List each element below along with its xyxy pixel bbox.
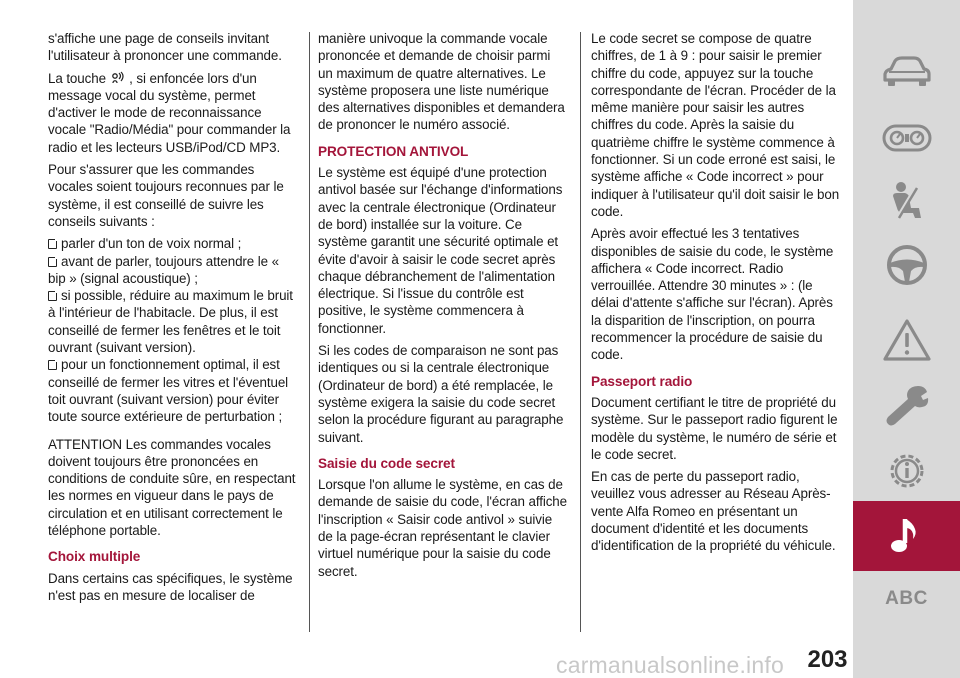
- paragraph: Le système est équipé d'une protection antivol basée sur l'échange d'informations avec la centrale électronique (Ordinateur de bord) installée sur la voiture. Ce système garantit une sécurité optimale et évite d'avoir à saisir le code secret après chaque débranchement de l'alimentation électrique. Si l'issue du contrôle est positive, le système commencera à fonctionner.: [318, 165, 563, 336]
- steering-wheel-icon: [879, 242, 935, 288]
- music-note-icon: [879, 513, 935, 559]
- section-heading: Choix multiple: [48, 549, 141, 565]
- chapter-sidebar: [853, 0, 960, 678]
- paragraph: Si les codes de comparaison ne sont pas identiques ou si la centrale électronique (Ordinateur de bord) a été remplacée, le système exigera la saisie du code secret selon la procédure figurant au paragraphe suivant.: [318, 343, 564, 445]
- text-column-1: [48, 30, 298, 609]
- seat-belt-icon: [879, 178, 935, 224]
- paragraph: Lorsque l'on allume le système, en cas de demande de saisie du code, l'écran affiche l'inscription « Saisir code antivol » suivie de la page-écran représentant le clavier virtuel numérique pour la saisie du code secret.: [318, 477, 567, 579]
- paragraph: Dans certains cas spécifiques, le système n'est pas en mesure de localiser de: [48, 570, 293, 603]
- paragraph-text: , si enfoncée lors d'un message vocal du système, permet d'activer le mode de reconnaissance vocale "Radio/Média" pour commander la radio et les lecteurs USB/iPod/CD MP3.: [48, 70, 291, 155]
- sidebar-item-maintenance[interactable]: [853, 370, 960, 440]
- list-item-text: pour un fonctionnement optimal, il est conseillé de fermer les vitres et l'éventuel toit ouvrant (suivant version) pour éviter toute source extérieure de perturbation ;: [48, 357, 289, 425]
- checkbox-bullet-icon: [48, 360, 57, 370]
- list-item-text: si possible, réduire au maximum le bruit à l'intérieur de l'habitacle. De plus, il est conseillé de fermer les fenêtres et le toit ouvrant (suivant version).: [48, 288, 293, 356]
- paragraph: Après avoir effectué les 3 tentatives disponibles de saisie du code, le système affichera « Code incorrect. Radio verrouillée. Attendre 30 minutes » : (le délai d'attente s'affiche sur l'écran). Après la disparition de l'inscription, on pourra recommencer la procédure de saisie du code.: [591, 226, 834, 363]
- sidebar-item-car[interactable]: [853, 38, 960, 108]
- column-divider: [309, 32, 310, 632]
- list-item: [48, 235, 298, 252]
- text-column-3: [591, 30, 841, 560]
- car-icon: [879, 50, 935, 96]
- sidebar-item-emergency[interactable]: [853, 305, 960, 375]
- info-gear-icon: [879, 448, 935, 494]
- section-heading: PROTECTION ANTIVOL: [318, 143, 469, 159]
- list-item: [48, 287, 298, 356]
- sidebar-item-multimedia[interactable]: [853, 501, 960, 571]
- checkbox-bullet-icon: [48, 257, 57, 267]
- paragraph: En cas de perte du passeport radio, veuillez vous adresser au Réseau Après-vente Alfa Romeo en présentant un document d'identité et les documents d'identification de la propriété du véhicule.: [591, 469, 836, 554]
- paragraph-text: La touche: [48, 70, 106, 86]
- list-item-text: parler d'un ton de voix normal ;: [61, 236, 242, 252]
- list-item: [48, 253, 298, 288]
- section-heading: Saisie du code secret: [318, 455, 455, 471]
- column-divider: [580, 32, 581, 632]
- page-number: 203: [807, 646, 848, 673]
- wrench-icon: [879, 382, 935, 428]
- paragraph: Le code secret se compose de quatre chiffres, de 1 à 9 : pour saisir le premier chiffre du code, appuyez sur la touche correspondante de l'écran. Procéder de la même manière pour saisir les autres chiffres du code. Après la saisie du quatrième chiffre le système commence à fonctionner. Si un code erroné est saisi, le système affiche « Code incorrect » pour indiquer à l'utilisateur qu'il doit saisir le bon code.: [591, 31, 840, 219]
- sidebar-item-driving[interactable]: [853, 230, 960, 300]
- sidebar-item-index[interactable]: [853, 564, 960, 634]
- paragraph: Pour s'assurer que les commandes vocales soient toujours reconnues par le système, il est conseillé de suivre les conseils suivants :: [48, 162, 284, 229]
- paragraph: Document certifiant le titre de propriété du système. Sur le passeport radio figurent le modèle du système, le numéro de série et le code secret.: [591, 394, 838, 462]
- index-label: ABC: [885, 588, 928, 609]
- sidebar-item-technical[interactable]: [853, 436, 960, 506]
- voice-command-icon: [111, 71, 125, 85]
- list-item: [48, 356, 298, 425]
- watermark: carmanualsonline.info: [556, 652, 784, 678]
- text-column-2: [318, 30, 568, 585]
- checkbox-bullet-icon: [48, 291, 57, 301]
- sidebar-item-safety[interactable]: [853, 166, 960, 236]
- bullet-list: [48, 235, 298, 425]
- paragraph-voice-key: [48, 70, 298, 156]
- warning-triangle-icon: [879, 317, 935, 363]
- dashboard-gauges-icon: [879, 114, 935, 160]
- paragraph: s'affiche une page de conseils invitant l'utilisateur à prononcer une commande.: [48, 31, 282, 64]
- attention-note: ATTENTION Les commandes vocales doivent toujours être prononcées en conditions de conduite sûre, en respectant les normes en vigueur dans le pays de circulation et en utilisant correctement le téléphone portable.: [48, 436, 296, 539]
- checkbox-bullet-icon: [48, 239, 57, 249]
- section-heading: Passeport radio: [591, 373, 693, 389]
- paragraph: manière univoque la commande vocale prononcée et demande de choisir parmi un maximum de quatre alternatives. Le système proposera une liste numérique des alternatives disponibles et demandera de prononcer le numéro associé.: [318, 31, 565, 133]
- sidebar-item-dashboard[interactable]: [853, 102, 960, 172]
- list-item-text: avant de parler, toujours attendre le « bip » (signal acoustique) ;: [48, 253, 279, 286]
